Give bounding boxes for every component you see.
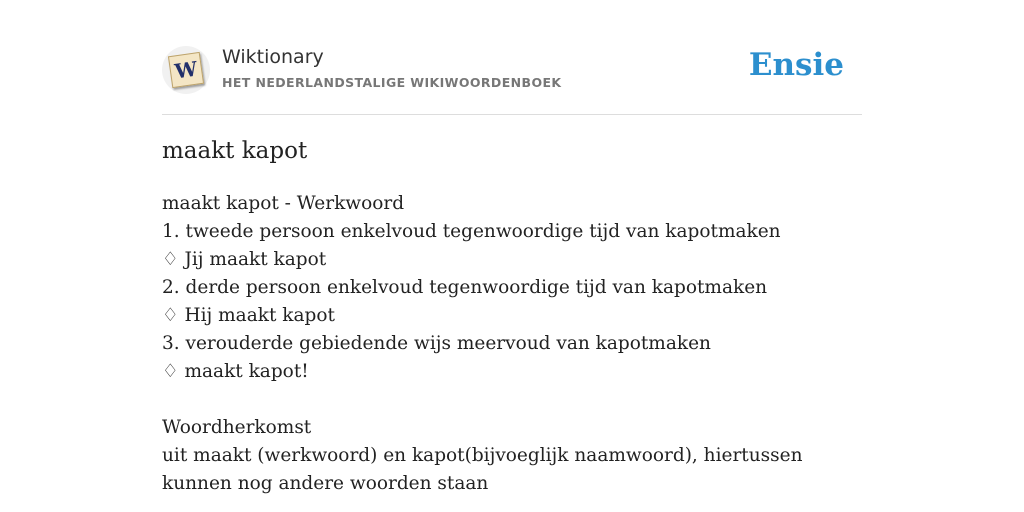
example-line: ♢ Jij maakt kapot — [162, 249, 327, 270]
definition-line: 2. derde persoon enkelvoud tegenwoordige tijd van kapotmaken — [162, 277, 768, 298]
site-subtitle: HET NEDERLANDSTALIGE WIKIWOORDENBOEK — [222, 75, 562, 90]
etymology-text: uit maakt (werkwoord) en kapot(bijvoeglijk naamwoord), hiertussen kunnen nog andere woorden staan — [162, 445, 803, 494]
site-header — [162, 0, 862, 115]
definition-line: 1. tweede persoon enkelvoud tegenwoordige tijd van kapotmaken — [162, 221, 781, 242]
section-spacer — [162, 386, 862, 414]
definition-line: 3. verouderde gebiedende wijs meervoud van kapotmaken — [162, 333, 711, 354]
example-line: ♢ maakt kapot! — [162, 361, 309, 382]
wiktionary-logo-icon[interactable] — [162, 46, 210, 94]
ensie-brand-link[interactable]: Ensie — [748, 47, 844, 83]
page-title: maakt kapot — [162, 138, 308, 164]
etymology-heading: Woordherkomst — [162, 417, 312, 438]
entry-content — [162, 190, 862, 498]
example-line: ♢ Hij maakt kapot — [162, 305, 335, 326]
word-heading-line: maakt kapot - Werkwoord — [162, 193, 405, 214]
page-container — [162, 0, 862, 494]
logo-tile: W — [168, 52, 204, 88]
site-name[interactable]: Wiktionary — [222, 46, 324, 68]
